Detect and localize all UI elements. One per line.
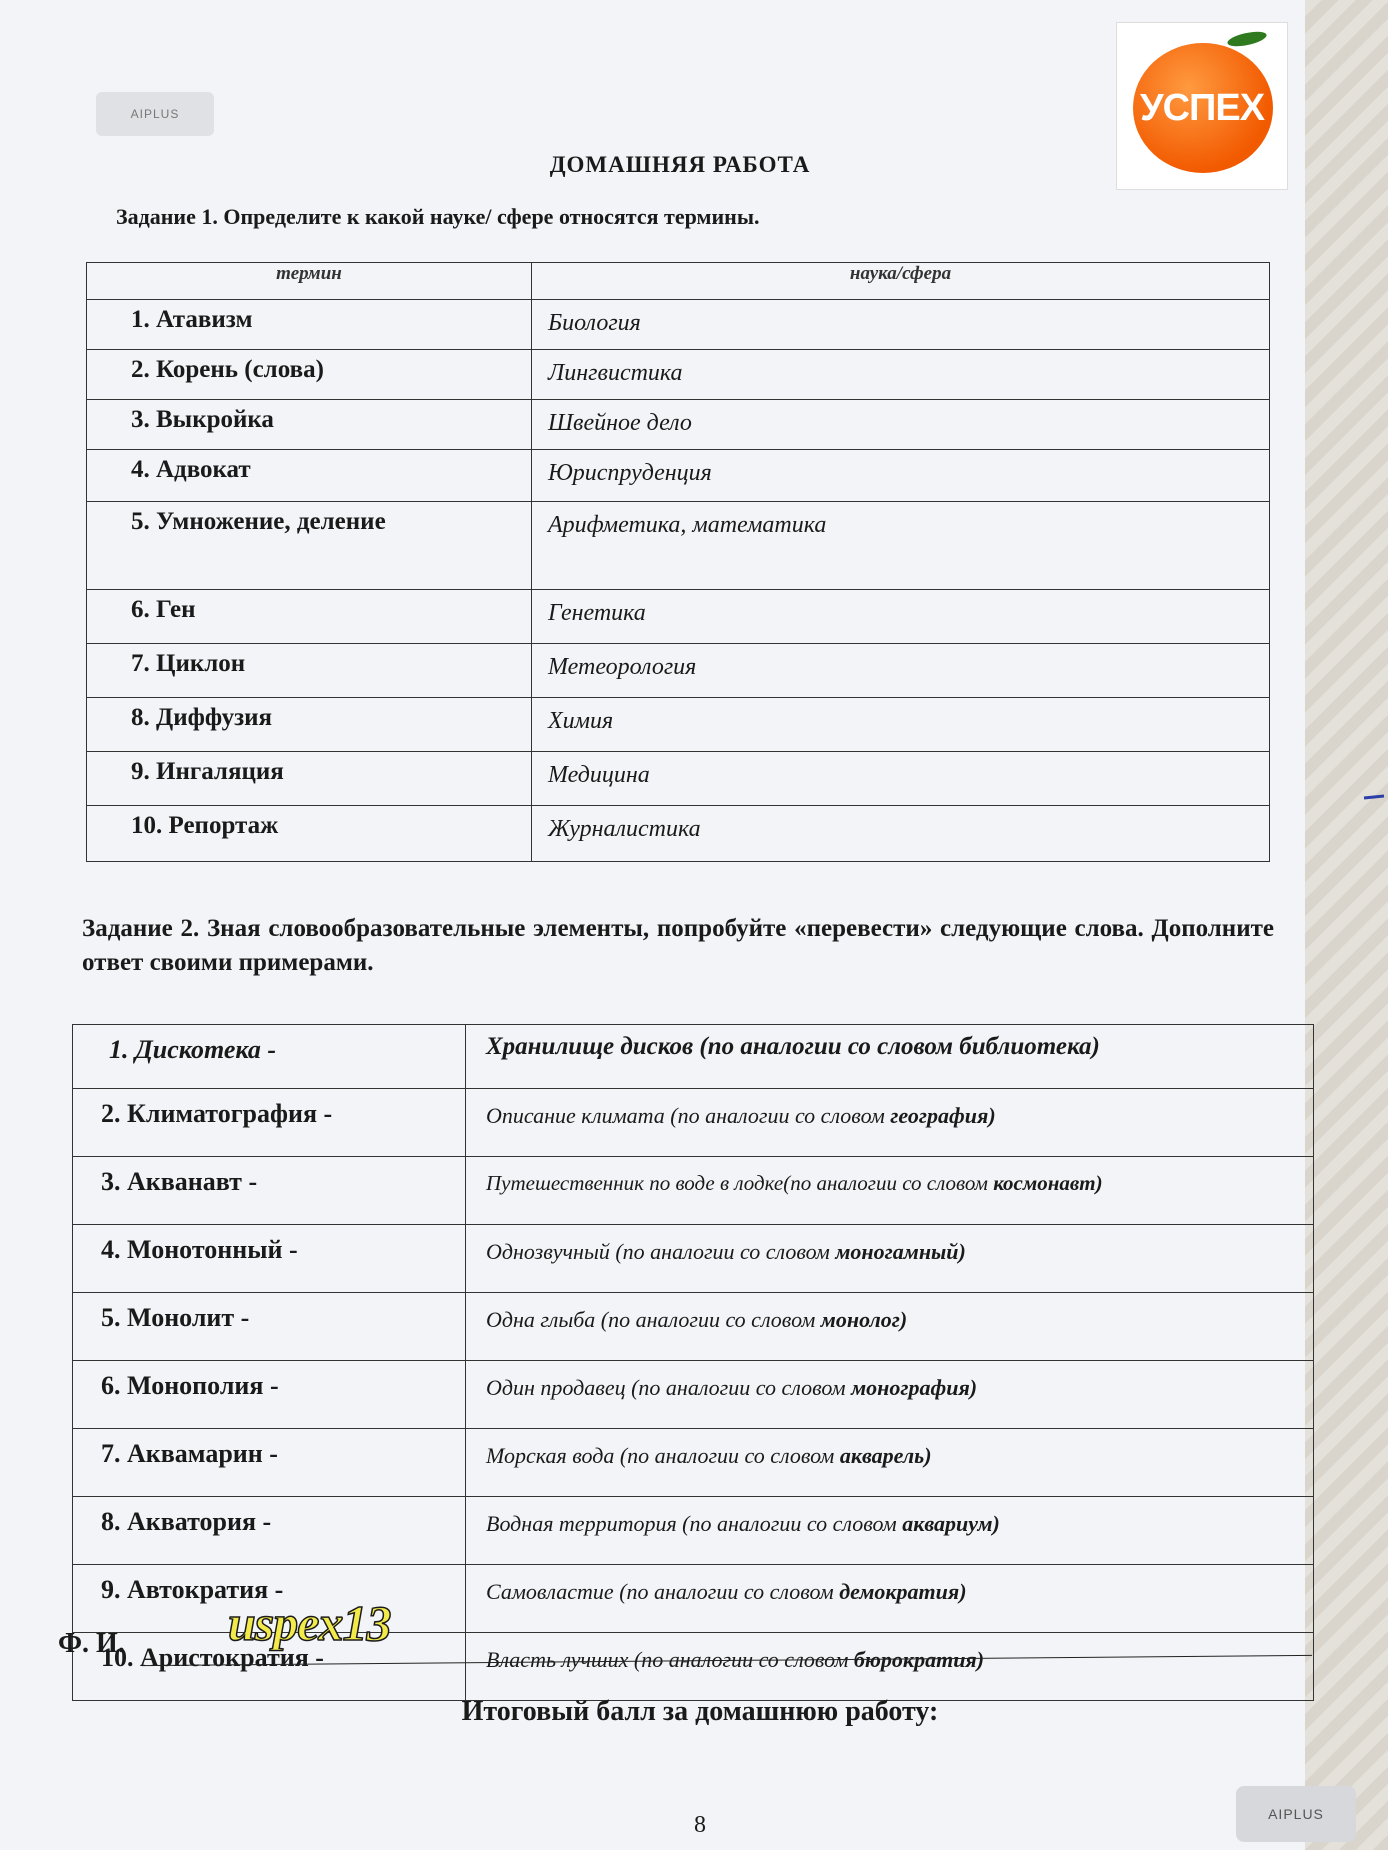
term-cell: 9. Ингаляция	[87, 752, 532, 806]
table-row	[73, 1157, 1314, 1225]
example-word: бюрократия)	[853, 1647, 985, 1672]
table-row	[87, 644, 1270, 698]
answer-cell: Химия	[532, 698, 1270, 752]
example-word: демократия)	[839, 1579, 967, 1604]
uspeh-badge	[1116, 22, 1288, 190]
example-word: география)	[890, 1103, 996, 1128]
example-word: акварель)	[839, 1443, 932, 1468]
task1-heading: Задание 1. Определите к какой науке/ сфере относятся термины.	[116, 204, 760, 229]
column-header-field: наука/сфера	[532, 263, 1270, 300]
word-cell: 5. Монолит -	[73, 1293, 466, 1361]
meaning-text: Один продавец (по аналогии со словом	[486, 1375, 852, 1400]
meaning-cell	[466, 1089, 1314, 1157]
pen-mark-icon	[1362, 790, 1388, 804]
meaning-cell	[466, 1633, 1314, 1701]
table-row	[73, 1293, 1314, 1361]
task2-heading: Задание 2. Зная словообразовательные элементы, попробуйте «перевести» следующие слова. Дополните ответ своими примерами.	[82, 915, 1274, 976]
fio-label: Ф. И.	[58, 1628, 125, 1659]
term-cell: 4. Адвокат	[87, 450, 532, 502]
example-word: монография)	[851, 1375, 978, 1400]
leaf-icon	[1226, 29, 1268, 49]
meaning-cell	[466, 1497, 1314, 1565]
table-row	[87, 806, 1270, 862]
word-cell: 8. Акватория -	[73, 1497, 466, 1565]
word-cell: 10. Аристократия -	[73, 1633, 466, 1701]
table-header-row	[87, 263, 1270, 300]
example-word: моногамный)	[835, 1239, 966, 1264]
table-row	[87, 350, 1270, 400]
answer-cell: Метеорология	[532, 644, 1270, 698]
term-cell: 7. Циклон	[87, 644, 532, 698]
table-row	[73, 1497, 1314, 1565]
aiplus-logo-bottom: AIPLUS	[1236, 1786, 1356, 1842]
answer-cell: Биология	[532, 300, 1270, 350]
term-cell: 5. Умножение, деление	[87, 502, 532, 590]
meaning-text: Власть лучших (по аналогии со словом	[486, 1647, 854, 1672]
table-row	[73, 1225, 1314, 1293]
table-row	[87, 450, 1270, 502]
meaning-cell	[466, 1565, 1314, 1633]
meaning-text: Путешественник по воде в лодке(по аналогии со словом	[486, 1171, 994, 1195]
word-cell: 7. Аквамарин -	[73, 1429, 466, 1497]
meaning-text: Самовластие (по аналогии со словом	[486, 1579, 840, 1604]
meaning-text: Хранилище дисков (по аналогии со словом библиотека)	[486, 1033, 1100, 1060]
table-row	[87, 502, 1270, 590]
example-word: монолог)	[820, 1307, 908, 1332]
table-row	[73, 1361, 1314, 1429]
term-cell: 2. Корень (слова)	[87, 350, 532, 400]
term-cell: 8. Диффузия	[87, 698, 532, 752]
example-word: космонавт)	[993, 1171, 1103, 1195]
meaning-cell	[466, 1225, 1314, 1293]
term-cell: 3. Выкройка	[87, 400, 532, 450]
aiplus-logo-top: AIPLUS	[96, 92, 214, 136]
table-row	[87, 698, 1270, 752]
meaning-text: Одна глыба (по аналогии со словом	[486, 1307, 821, 1332]
total-score-label: Итоговый балл за домашнюю работу:	[461, 1696, 939, 1727]
answer-cell: Арифметика, математика	[532, 502, 1270, 590]
meaning-cell	[466, 1025, 1314, 1089]
signature: uspex13	[228, 1595, 391, 1651]
word-cell: 9. Автократия -	[73, 1565, 466, 1633]
meaning-cell	[466, 1157, 1314, 1225]
term-cell: 1. Атавизм	[87, 300, 532, 350]
meaning-cell	[466, 1429, 1314, 1497]
table-row	[73, 1025, 1314, 1089]
term-cell: 6. Ген	[87, 590, 532, 644]
background-cloth	[1305, 0, 1388, 1850]
answer-cell: Юриспруденция	[532, 450, 1270, 502]
table-row	[87, 590, 1270, 644]
badge-text: УСПЕХ	[1139, 87, 1265, 129]
table-row	[73, 1429, 1314, 1497]
answer-cell: Медицина	[532, 752, 1270, 806]
table-row	[87, 300, 1270, 350]
column-header-term: термин	[87, 263, 532, 300]
word-cell: 3. Акванавт -	[73, 1157, 466, 1225]
word-cell: 4. Монотонный -	[73, 1225, 466, 1293]
page-number: 8	[694, 1812, 706, 1838]
table-row	[87, 400, 1270, 450]
example-word: аквариум)	[902, 1511, 1000, 1536]
meaning-text: Морская вода (по аналогии со словом	[486, 1443, 840, 1468]
answer-cell: Журналистика	[532, 806, 1270, 862]
answer-cell: Генетика	[532, 590, 1270, 644]
task1-table	[86, 262, 1270, 862]
table-row	[73, 1089, 1314, 1157]
answer-cell: Швейное дело	[532, 400, 1270, 450]
answer-cell: Лингвистика	[532, 350, 1270, 400]
meaning-text: Водная территория (по аналогии со словом	[486, 1511, 903, 1536]
term-cell: 10. Репортаж	[87, 806, 532, 862]
word-cell: 6. Монополия -	[73, 1361, 466, 1429]
page-title: ДОМАШНЯЯ РАБОТА	[549, 152, 811, 177]
meaning-text: Однозвучный (по аналогии со словом	[486, 1239, 836, 1264]
meaning-text: Описание климата (по аналогии со словом	[486, 1103, 891, 1128]
meaning-cell	[466, 1361, 1314, 1429]
word-cell: 1. Дискотека -	[73, 1025, 466, 1089]
meaning-cell	[466, 1293, 1314, 1361]
table-row	[87, 752, 1270, 806]
word-cell: 2. Климатография -	[73, 1089, 466, 1157]
